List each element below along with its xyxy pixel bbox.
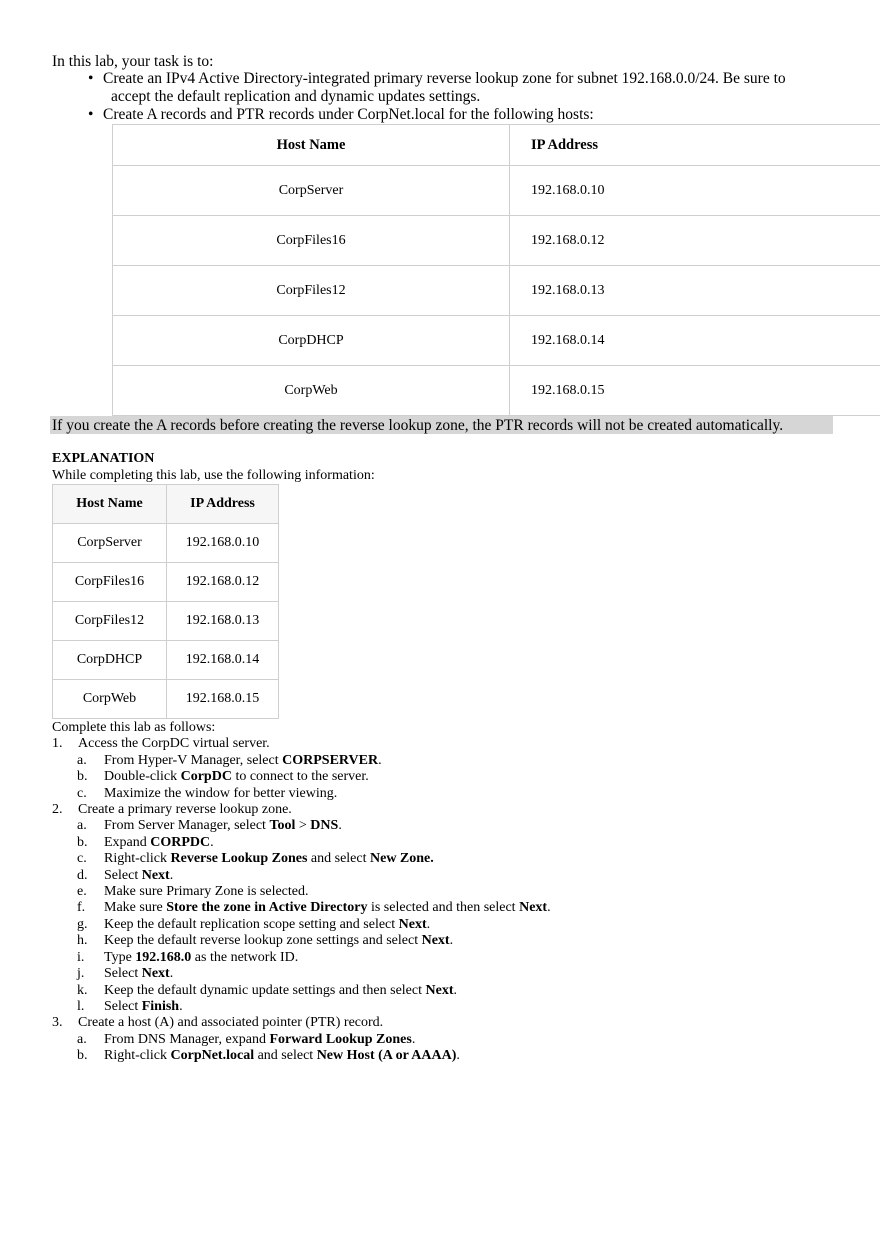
step-text: . (456, 1048, 460, 1064)
step-text: and select (307, 851, 370, 867)
step-bold: 192.168.0 (135, 949, 192, 965)
substep-letter: a. (77, 818, 87, 834)
substep-letter: i. (77, 949, 85, 965)
substep-letter: a. (77, 1031, 87, 1047)
step-text: to connect to the server. (231, 769, 369, 785)
step-1b (52, 769, 852, 785)
step-3a (52, 1032, 852, 1048)
step-bold: Finish (141, 998, 180, 1014)
header-ip-address: IP Address (167, 485, 279, 524)
step-text: Maximize the window for better viewing. (104, 785, 338, 801)
step-2k (52, 983, 852, 999)
ip-cell: 192.168.0.13 (167, 602, 279, 641)
bullet-icon: • (88, 106, 94, 123)
host-name-cell: CorpFiles12 (53, 602, 167, 641)
step-text: Select (104, 998, 142, 1014)
step-2f (52, 900, 852, 916)
step-3b (52, 1048, 852, 1064)
task-item-line1: Create A records and PTR records under CorpNet.local for the following hosts: (103, 106, 594, 123)
task-item-line2: accept the default replication and dynamic updates settings. (111, 88, 481, 105)
step-text: Select (104, 867, 142, 883)
explanation-heading: EXPLANATION (52, 451, 155, 466)
step-bold: Reverse Lookup Zones (170, 851, 308, 867)
ip-cell: 192.168.0.12 (510, 216, 880, 266)
step-bold: New Host (A or AAAA) (316, 1048, 457, 1064)
substep-letter: e. (77, 884, 87, 900)
step-2g (52, 917, 852, 933)
step-2b (52, 835, 852, 851)
substep-letter: c. (77, 785, 87, 801)
step-bold: DNS (310, 818, 339, 834)
host-name-cell: CorpServer (113, 166, 510, 216)
step-text: From Server Manager, select (104, 818, 270, 834)
step-2d (52, 868, 852, 884)
complete-intro: Complete this lab as follows: (52, 720, 216, 735)
step-text: . (426, 916, 431, 932)
table-row (53, 602, 279, 641)
step-2i (52, 950, 852, 966)
step-number: 1. (52, 736, 63, 752)
step-3 (52, 1015, 852, 1031)
host-name-cell: CorpFiles12 (113, 266, 510, 316)
table-header-row (53, 485, 279, 524)
table-row (113, 316, 880, 366)
step-2j (52, 966, 852, 982)
table-header-row (113, 125, 880, 166)
table-row (53, 524, 279, 563)
step-text: . (179, 998, 183, 1014)
step-bold: Next (141, 867, 170, 883)
step-2e (52, 884, 852, 900)
task-item (88, 106, 848, 124)
step-text: Keep the default reverse lookup zone settings and select (104, 933, 422, 949)
table-row (53, 563, 279, 602)
procedure-steps (52, 720, 852, 1065)
substep-letter: l. (77, 998, 85, 1014)
step-1 (52, 736, 852, 752)
substep-letter: h. (77, 933, 88, 949)
step-1c (52, 786, 852, 802)
substep-letter: j. (77, 966, 85, 982)
step-bold: Next (398, 916, 427, 932)
step-text: From DNS Manager, expand (104, 1031, 270, 1047)
step-bold: CorpDC (180, 769, 232, 785)
substep-letter: a. (77, 752, 87, 768)
step-2l (52, 999, 852, 1015)
step-text: . (453, 982, 458, 998)
task-list (88, 70, 848, 124)
header-host-name: Host Name (113, 125, 510, 166)
substep-letter: b. (77, 769, 88, 785)
table-row (113, 266, 880, 316)
ip-cell: 192.168.0.12 (167, 563, 279, 602)
step-bold: CorpNet.local (170, 1048, 255, 1064)
step-text: as the network ID. (191, 949, 299, 965)
ip-cell: 192.168.0.14 (510, 316, 880, 366)
header-ip-address: IP Address (510, 125, 880, 166)
header-host-name: Host Name (53, 485, 167, 524)
step-bold: Next (425, 982, 454, 998)
step-bold: Next (421, 933, 450, 949)
step-text: Access the CorpDC virtual server. (78, 736, 270, 752)
table-row (53, 641, 279, 680)
step-text: Right-click (104, 1048, 171, 1064)
step-text: Type (104, 949, 136, 965)
ptr-note: If you create the A records before creating the reverse lookup zone, the PTR records will not be created automatically. (50, 416, 833, 434)
step-text: Make sure (104, 900, 167, 916)
step-text: . (547, 900, 551, 916)
step-text: Right-click (104, 851, 171, 867)
step-text: Keep the default dynamic update settings and then select (104, 982, 426, 998)
step-bold: CORPDC (150, 834, 211, 850)
step-text: . (169, 867, 174, 883)
step-text: . (338, 818, 342, 834)
step-bold: Tool (269, 818, 296, 834)
ip-cell: 192.168.0.13 (510, 266, 880, 316)
step-bold: Store the zone in Active Directory (166, 900, 368, 916)
host-name-cell: CorpFiles16 (53, 563, 167, 602)
step-2 (52, 802, 852, 818)
table-row (53, 680, 279, 719)
host-name-cell: CorpWeb (113, 366, 510, 416)
step-bold: Next (141, 966, 170, 982)
hosts-table (112, 124, 880, 416)
substep-letter: b. (77, 834, 88, 850)
step-2c (52, 851, 852, 867)
host-name-cell: CorpDHCP (53, 641, 167, 680)
step-bold: New Zone. (370, 851, 434, 867)
substep-letter: f. (77, 900, 86, 916)
intro-text: In this lab, your task is to: (52, 53, 214, 70)
step-text: Keep the default replication scope setting and select (104, 916, 399, 932)
step-bold: Next (519, 900, 548, 916)
step-text: Double-click (104, 769, 181, 785)
step-text: . (169, 966, 174, 982)
host-name-cell: CorpWeb (53, 680, 167, 719)
step-text: Create a primary reverse lookup zone. (78, 802, 292, 818)
table-row (113, 216, 880, 266)
task-item (88, 70, 848, 106)
step-text: From Hyper-V Manager, select (104, 752, 283, 768)
table-row (113, 166, 880, 216)
host-name-cell: CorpDHCP (113, 316, 510, 366)
step-number: 3. (52, 1015, 63, 1031)
ip-cell: 192.168.0.14 (167, 641, 279, 680)
step-text: and select (254, 1048, 317, 1064)
substep-letter: d. (77, 867, 88, 883)
step-text: Select (104, 966, 142, 982)
bullet-icon: • (88, 70, 94, 87)
ip-cell: 192.168.0.15 (167, 680, 279, 719)
substep-letter: b. (77, 1048, 88, 1064)
explanation-section (52, 450, 852, 484)
step-text: . (449, 933, 454, 949)
step-bold: CORPSERVER (282, 752, 379, 768)
step-1a (52, 753, 852, 769)
explanation-subtitle: While completing this lab, use the following information: (52, 468, 375, 483)
step-text: is selected and then select (367, 900, 520, 916)
ip-cell: 192.168.0.10 (167, 524, 279, 563)
task-item-line1: Create an IPv4 Active Directory-integrated primary reverse lookup zone for subnet 192.168.0.0/24. Be sure to (103, 70, 786, 87)
ip-cell: 192.168.0.10 (510, 166, 880, 216)
table-row (113, 366, 880, 416)
step-bold: Forward Lookup Zones (269, 1031, 412, 1047)
step-text: Create a host (A) and associated pointer (PTR) record. (78, 1015, 384, 1031)
step-text: . (378, 752, 382, 768)
step-text: > (295, 818, 311, 834)
step-text: . (411, 1031, 416, 1047)
step-text: . (210, 834, 214, 850)
host-name-cell: CorpFiles16 (113, 216, 510, 266)
info-table (52, 484, 279, 719)
step-number: 2. (52, 802, 63, 818)
step-2a (52, 818, 852, 834)
substep-letter: k. (77, 982, 88, 998)
ip-cell: 192.168.0.15 (510, 366, 880, 416)
host-name-cell: CorpServer (53, 524, 167, 563)
step-2h (52, 933, 852, 949)
step-text: Expand (104, 834, 151, 850)
step-text: Make sure Primary Zone is selected. (104, 884, 309, 900)
substep-letter: g. (77, 916, 88, 932)
substep-letter: c. (77, 851, 87, 867)
